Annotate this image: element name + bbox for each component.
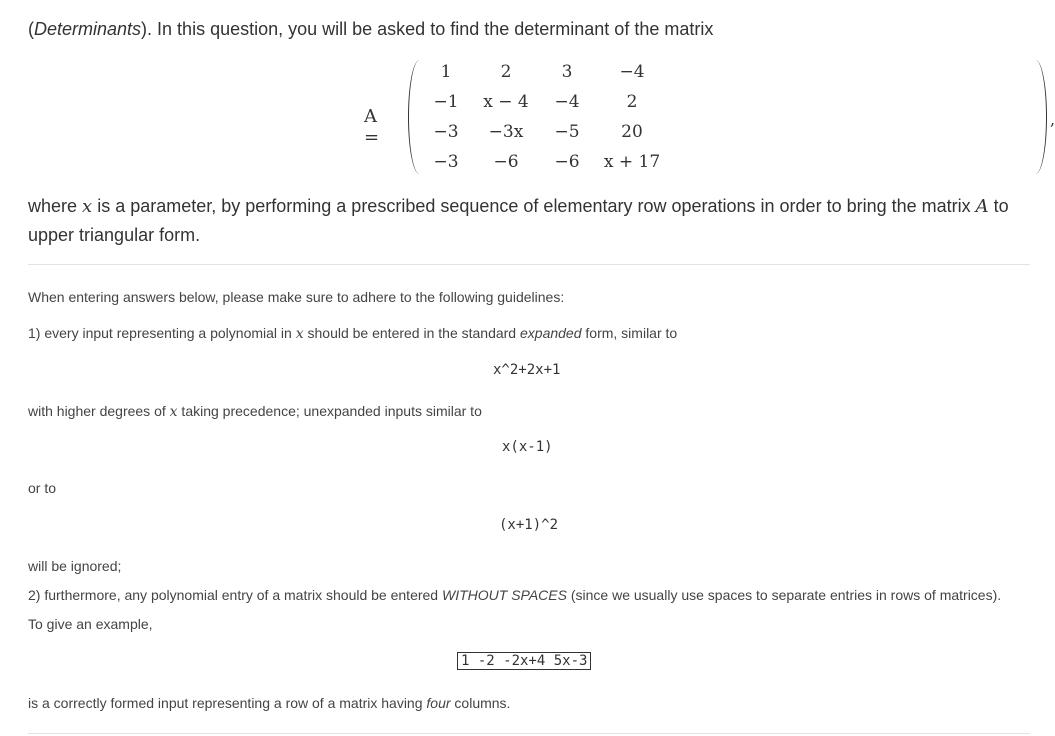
section-divider — [28, 264, 1030, 265]
guideline-text: should be entered in the standard — [303, 325, 520, 341]
guideline-text: form, similar to — [581, 325, 678, 341]
guideline-text: 2) furthermore, any polynomial entry of a matrix should be entered — [28, 587, 442, 603]
or-to-text: or to — [28, 480, 57, 496]
guideline-2 — [28, 585, 1001, 605]
example-expanded: x^2+2x+1 — [493, 362, 561, 378]
variable-x: x — [169, 404, 178, 420]
matrix-cell: 20 — [621, 122, 643, 142]
emphasis-without-spaces: WITHOUT SPACES — [441, 587, 567, 603]
matrix-cell: 1 — [440, 62, 452, 82]
variable-x: x — [82, 196, 93, 217]
matrix-cell: −6 — [554, 152, 580, 172]
emphasis-four: four — [426, 695, 451, 711]
intro2-text: to upper triangular form. — [28, 196, 1009, 245]
matrix-comma: , — [1050, 110, 1055, 129]
guideline-text: taking precedence; unexpanded inputs similar to — [177, 403, 482, 419]
example-unexpanded-1: x(x-1) — [502, 439, 553, 455]
matrix-label: A = — [364, 106, 380, 148]
final-note — [28, 693, 510, 713]
guideline-1 — [28, 323, 677, 344]
guideline-text: with higher degrees of — [28, 403, 170, 419]
guideline-text: is a correctly formed input representing a row of a matrix having — [28, 695, 427, 711]
example-row-input — [457, 653, 591, 669]
intro-term: Determinants — [34, 19, 142, 39]
matrix-cell: −3 — [433, 122, 459, 142]
matrix-cell: −6 — [493, 152, 519, 172]
matrix-cell: −3x — [488, 122, 524, 142]
matrix-cell: 2 — [626, 92, 638, 112]
matrix-cell: 2 — [500, 62, 512, 82]
intro-paragraph — [28, 16, 713, 42]
matrix-cell: 3 — [561, 62, 573, 82]
guideline-text: columns. — [450, 695, 511, 711]
matrix-cell: −4 — [619, 62, 645, 82]
variable-a: A — [975, 196, 989, 217]
matrix-cell: −5 — [554, 122, 580, 142]
guideline-1b — [28, 401, 482, 422]
matrix-cell: −1 — [433, 92, 459, 112]
matrix-cell: −3 — [433, 152, 459, 172]
guideline-text: (since we usually use spaces to separate entries in rows of matrices). — [566, 587, 1002, 603]
bottom-divider — [28, 733, 1030, 734]
variable-x: x — [295, 326, 304, 342]
intro-text: ). In this question, you will be asked to find the determinant of the matrix — [141, 19, 714, 39]
matrix-cell: x + 17 — [603, 152, 661, 172]
emphasis-expanded: expanded — [520, 325, 582, 341]
intro2-text: where — [28, 196, 83, 216]
intro-open-paren: ( — [28, 19, 34, 39]
guideline-text: 1) every input representing a polynomial in — [28, 325, 296, 341]
intro2-text: is a parameter, by performing a prescribed sequence of elementary row operations in order to bring the matrix — [92, 196, 976, 216]
example-intro: To give an example, — [28, 616, 153, 632]
ignored-text: will be ignored; — [28, 558, 122, 574]
matrix-right-paren — [1028, 60, 1047, 174]
matrix-cell: −4 — [554, 92, 580, 112]
example-unexpanded-2: (x+1)^2 — [499, 517, 559, 533]
boxed-example: 1 -2 -2x+4 5x-3 — [457, 652, 591, 670]
guidelines-heading: When entering answers below, please make sure to adhere to the following guidelines: — [28, 289, 565, 305]
matrix-cell: x − 4 — [483, 92, 529, 112]
intro-continuation — [28, 192, 1018, 249]
